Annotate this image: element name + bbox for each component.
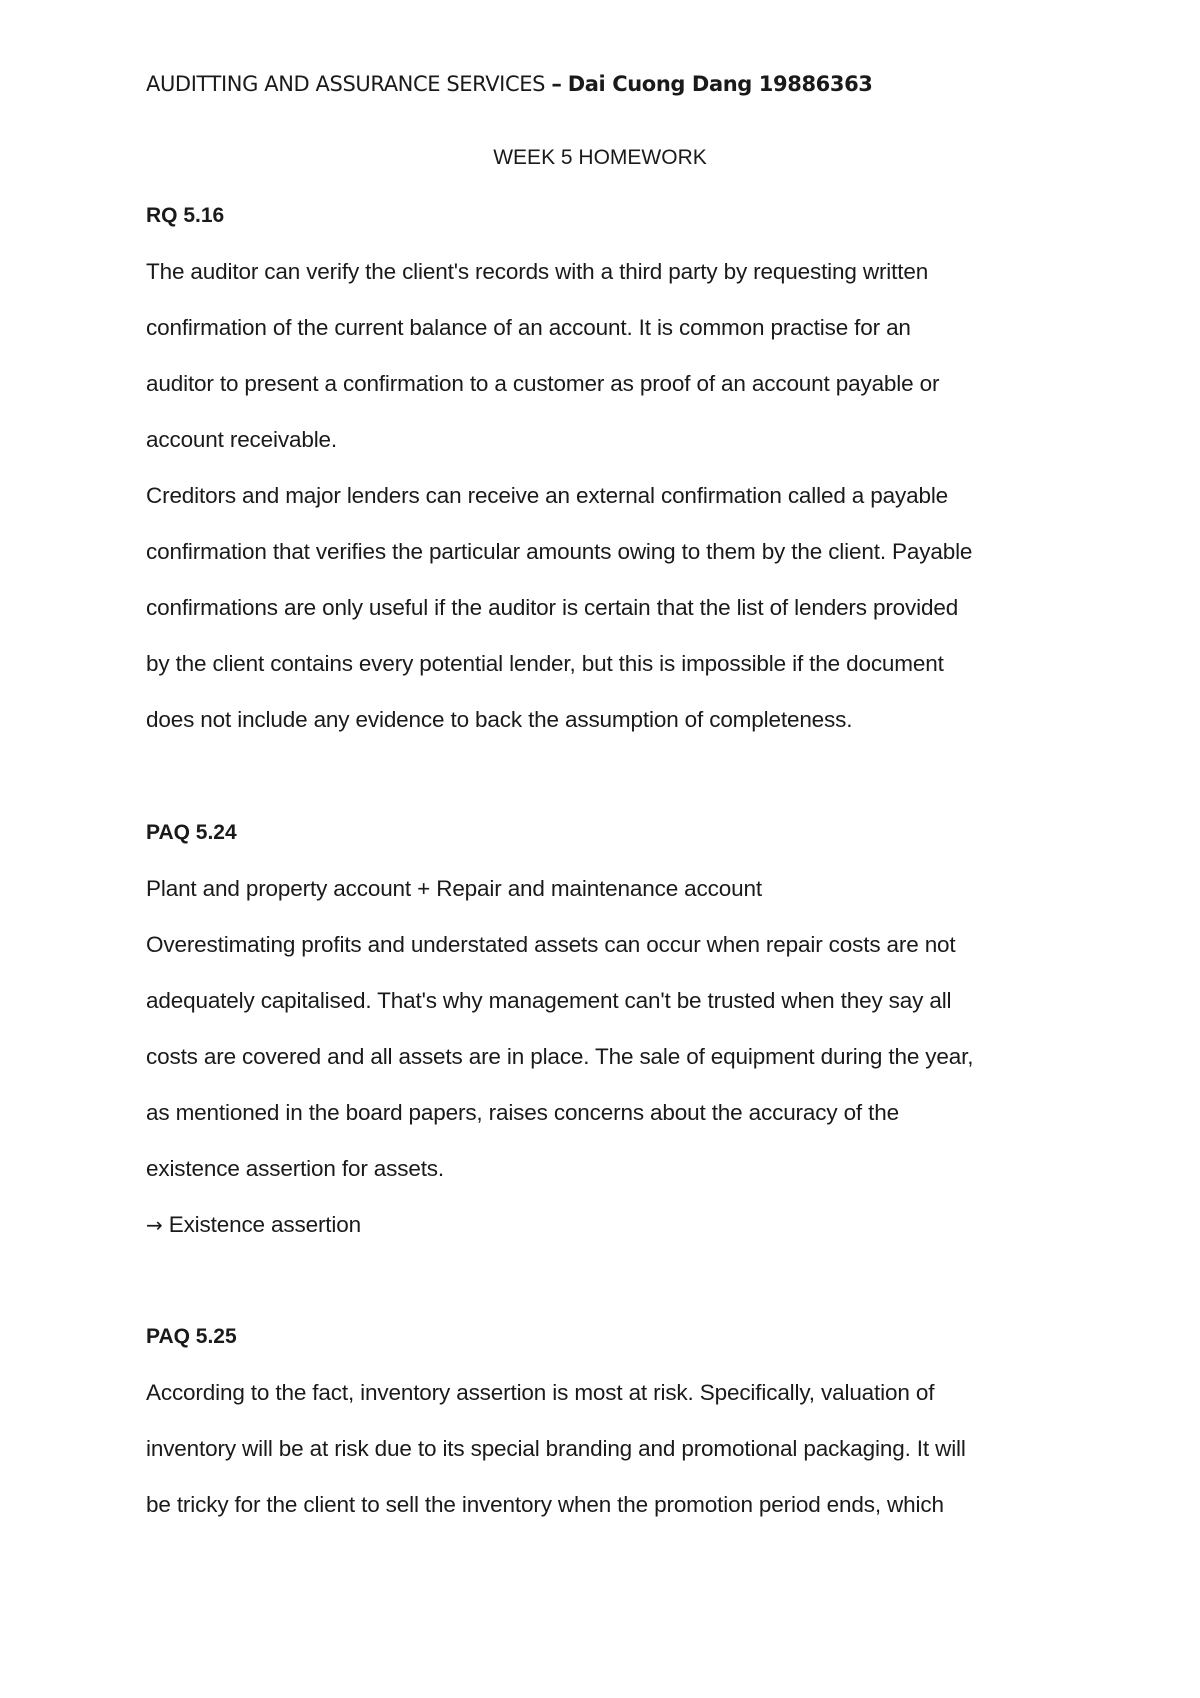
course-name: AUDITTING AND ASSURANCE SERVICES xyxy=(146,72,546,96)
paragraph-line: costs are covered and all assets are in place. The sale of equipment during the year, xyxy=(146,1044,974,1069)
author-name: Dai Cuong Dang 19886363 xyxy=(567,72,873,96)
section-heading-paq-5-25: PAQ 5.25 xyxy=(146,1325,237,1348)
section-heading-paq-5-24: PAQ 5.24 xyxy=(146,821,237,844)
conclusion-text: Existence assertion xyxy=(168,1212,361,1237)
paragraph-line: Creditors and major lenders can receive an external confirmation called a payable xyxy=(146,483,949,508)
paragraph-line: inventory will be at risk due to its special branding and promotional packaging. It will xyxy=(146,1436,966,1461)
paragraph-line: confirmations are only useful if the auditor is certain that the list of lenders provided xyxy=(146,595,959,620)
paragraph-line: Plant and property account + Repair and maintenance account xyxy=(146,876,762,901)
header-separator: – xyxy=(551,72,562,96)
paragraph-line: The auditor can verify the client's records with a third party by requesting written xyxy=(146,259,929,284)
paragraph-line: adequately capitalised. That's why management can't be trusted when they say all xyxy=(146,988,952,1013)
section-heading-rq-5-16: RQ 5.16 xyxy=(146,204,225,227)
page-title: WEEK 5 HOMEWORK xyxy=(493,146,707,169)
conclusion-line xyxy=(146,1212,361,1238)
paragraph-line: by the client contains every potential lender, but this is impossible if the document xyxy=(146,651,944,676)
paragraph-line: confirmation of the current balance of an account. It is common practise for an xyxy=(146,315,911,340)
document-header xyxy=(146,72,873,96)
paragraph-line: account receivable. xyxy=(146,427,338,452)
arrow-icon: → xyxy=(146,1213,163,1237)
paragraph-line: be tricky for the client to sell the inventory when the promotion period ends, which xyxy=(146,1492,944,1517)
paragraph-line: Overestimating profits and understated assets can occur when repair costs are not xyxy=(146,932,956,957)
paragraph-line: confirmation that verifies the particular amounts owing to them by the client. Payable xyxy=(146,539,973,564)
paragraph-line: as mentioned in the board papers, raises concerns about the accuracy of the xyxy=(146,1100,899,1125)
paragraph-line: auditor to present a confirmation to a customer as proof of an account payable or xyxy=(146,371,940,396)
paragraph-line: existence assertion for assets. xyxy=(146,1156,444,1181)
paragraph-line: does not include any evidence to back the assumption of completeness. xyxy=(146,707,853,732)
paragraph-line: According to the fact, inventory assertion is most at risk. Specifically, valuation of xyxy=(146,1380,935,1405)
